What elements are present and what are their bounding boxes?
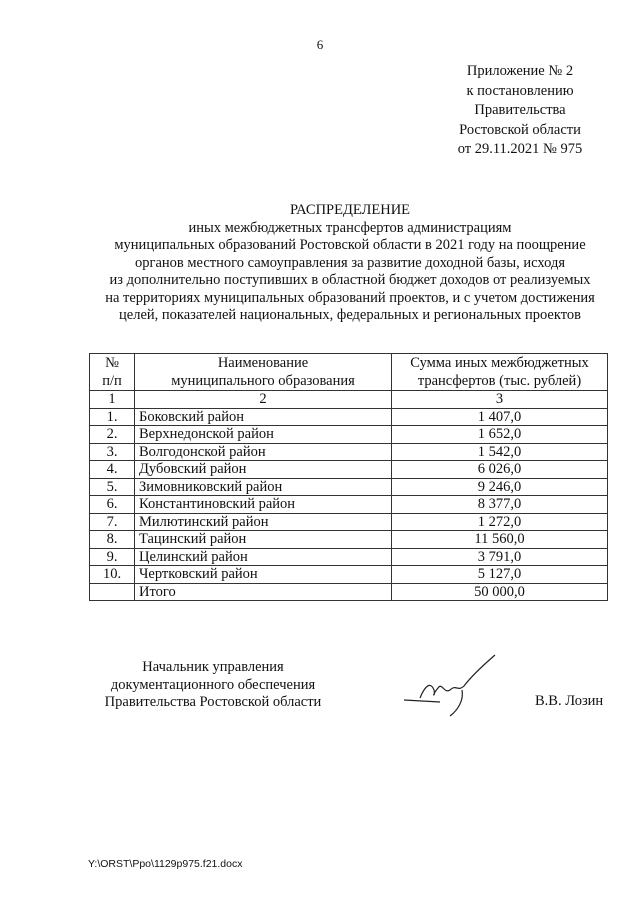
municipality-name: Дубовский район	[135, 461, 392, 479]
row-number: 2.	[90, 426, 135, 444]
column-number-row	[90, 391, 608, 409]
cell: 1	[90, 391, 135, 409]
row-number: 7.	[90, 513, 135, 531]
table-row	[90, 408, 608, 426]
municipality-name: Верхнедонской район	[135, 426, 392, 444]
distribution-table	[89, 353, 608, 601]
municipality-name: Волгодонской район	[135, 443, 392, 461]
header-municipality: Наименование муниципального образования	[135, 354, 392, 391]
title-line: иных межбюджетных трансфертов администрациям	[188, 219, 512, 236]
appendix-line: Ростовской области	[459, 121, 581, 138]
table-row	[90, 566, 608, 584]
transfer-amount: 1 652,0	[392, 426, 608, 444]
title-line: из дополнительно поступивших в областной бюджет доходов от реализуемых	[109, 272, 591, 288]
position-line: документационного обеспечения	[110, 676, 316, 693]
row-number: 8.	[90, 531, 135, 549]
appendix-line: Приложение № 2	[466, 63, 574, 79]
municipality-name: Боковский район	[135, 408, 392, 426]
row-number: 3.	[90, 443, 135, 461]
transfer-amount: 1 272,0	[392, 513, 608, 531]
transfer-amount: 6 026,0	[392, 461, 608, 479]
municipality-name: Милютинский район	[135, 513, 392, 531]
table-row	[90, 513, 608, 531]
transfer-amount: 1 542,0	[392, 443, 608, 461]
transfer-amount: 8 377,0	[392, 496, 608, 514]
handwritten-signature	[400, 650, 510, 720]
table-row	[90, 443, 608, 461]
municipality-name: Чертковский район	[135, 566, 392, 584]
appendix-line: к постановлению	[466, 82, 574, 99]
row-number: 4.	[90, 461, 135, 479]
transfer-amount: 9 246,0	[392, 478, 608, 496]
transfer-amount: 3 791,0	[392, 548, 608, 566]
transfer-amount: 11 560,0	[392, 531, 608, 549]
title-line: органов местного самоуправления за развитие доходной базы, исходя	[135, 254, 565, 271]
signatory-position	[88, 659, 338, 712]
municipality-name: Тацинский район	[135, 531, 392, 549]
row-number: 9.	[90, 548, 135, 566]
title-heading: РАСПРЕДЕЛЕНИЕ	[289, 202, 411, 218]
row-number: 5.	[90, 478, 135, 496]
title-line: муниципальных образований Ростовской области в 2021 году на поощрение	[114, 237, 586, 253]
table-row	[90, 496, 608, 514]
municipality-name: Зимовниковский район	[135, 478, 392, 496]
file-path: Y:\ORST\Ppo\1129p975.f21.docx	[88, 858, 243, 870]
position-line: Правительства Ростовской области	[104, 694, 322, 710]
municipality-name: Итого	[135, 583, 392, 601]
row-number: 6.	[90, 496, 135, 514]
table-header-row	[90, 354, 608, 391]
header-number: № п/п	[90, 354, 135, 391]
appendix-line: от 29.11.2021 № 975	[457, 141, 583, 157]
row-number: 1.	[90, 408, 135, 426]
municipality-name: Целинский район	[135, 548, 392, 566]
appendix-line: Правительства	[474, 102, 566, 118]
page-number: 6	[316, 37, 324, 52]
cell: 3	[392, 391, 608, 409]
position-line: Начальник управления	[142, 659, 284, 675]
title-line: целей, показателей национальных, федеральных и региональных проектов	[119, 307, 581, 323]
row-number: 10.	[90, 566, 135, 584]
appendix-block	[430, 62, 610, 160]
table-row	[90, 478, 608, 496]
table-row	[90, 531, 608, 549]
transfer-amount: 5 127,0	[392, 566, 608, 584]
title-line: на территориях муниципальных образований проектов, и с учетом достижения	[105, 289, 595, 306]
transfer-amount: 50 000,0	[392, 583, 608, 601]
row-number	[90, 583, 135, 601]
table-row	[90, 548, 608, 566]
cell: 2	[135, 391, 392, 409]
header-amount: Сумма иных межбюджетных трансфертов (тыс. рублей)	[392, 354, 608, 391]
signatory-name: В.В. Лозин	[535, 693, 604, 709]
municipality-name: Константиновский район	[135, 496, 392, 514]
table-row	[90, 461, 608, 479]
transfer-amount: 1 407,0	[392, 408, 608, 426]
total-row	[90, 583, 608, 601]
table-row	[90, 426, 608, 444]
document-title	[60, 202, 640, 325]
